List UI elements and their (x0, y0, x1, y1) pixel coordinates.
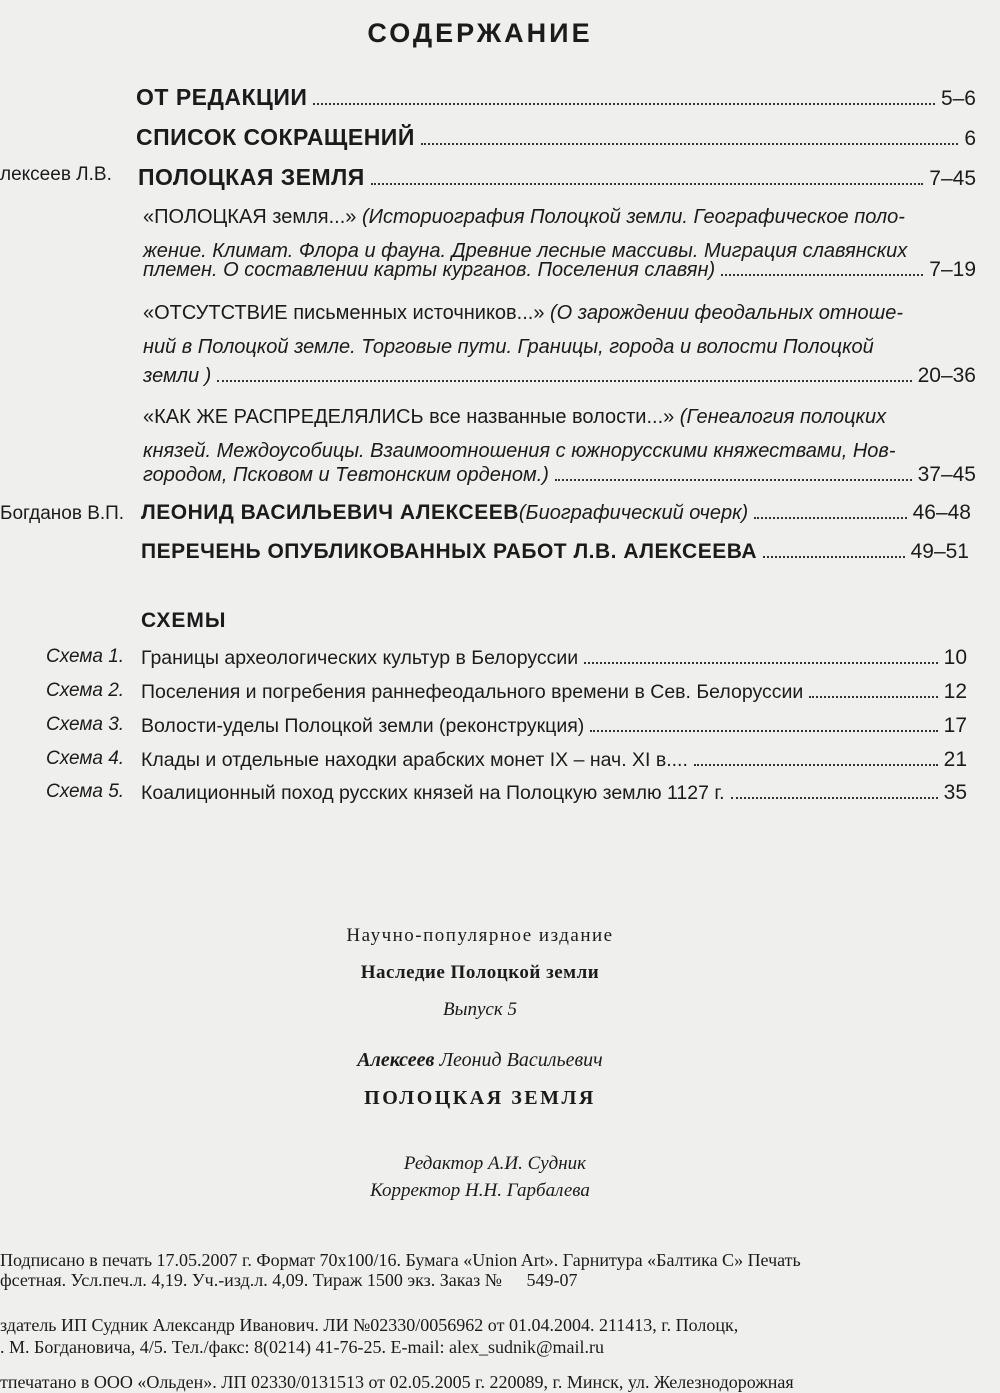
imprint-line-1: Подписано в печать 17.05.2007 г. Формат 70х100/16. Бумага «Union Art». Гарнитура «Балтика С» Печать (0, 1250, 801, 1270)
toc-sub3-caps: «КАК ЖЕ РАСПРЕДЕЛЯЛИСЬ все названные волости...» (143, 406, 675, 428)
imprint-editor: Редактор А.И. Судник (403, 1153, 587, 1174)
toc-sub2-last[interactable] (143, 364, 976, 388)
scheme-text: Коалиционный поход русских князей на Полоцкую землю 1127 г. (141, 782, 725, 804)
dot-leader (721, 274, 923, 276)
dot-leader (809, 696, 937, 698)
toc-bio-note: (Биографический очерк) (518, 502, 749, 524)
toc-sub2-line3: земли ) (143, 365, 212, 387)
imprint-line-2 (0, 1270, 577, 1291)
toc-bio-label: ЛЕОНИД ВАСИЛЬЕВИЧ АЛЕКСЕЕВ (141, 501, 519, 524)
dot-leader (694, 764, 938, 766)
scheme-text: Волости-уделы Полоцкой земли (реконструкция) (141, 715, 585, 737)
toc-sub3-last[interactable] (143, 463, 976, 487)
dot-leader (217, 380, 911, 382)
scheme-label: Схема 3. (46, 714, 125, 735)
toc-editorial-label: ОТ РЕДАКЦИИ (136, 84, 308, 110)
imprint-author (0, 1049, 960, 1072)
dot-leader (763, 556, 905, 558)
toc-sub2-caps: «ОТСУТСТВИЕ письменных источников...» (143, 302, 545, 324)
scheme-page: 17 (943, 714, 967, 737)
page-title: СОДЕРЖАНИЕ (367, 18, 593, 48)
toc-bio-author: Богданов В.П. (0, 503, 125, 524)
toc-main-label: ПОЛОЦКАЯ ЗЕМЛЯ (138, 164, 365, 190)
scheme-page: 10 (943, 646, 967, 669)
toc-works-label: ПЕРЕЧЕНЬ ОПУБЛИКОВАННЫХ РАБОТ Л.В. АЛЕКСЕЕВА (141, 540, 758, 563)
schemes-heading: СХЕМЫ (141, 609, 227, 632)
toc-sub3-pages: 37–45 (917, 463, 976, 486)
imprint-line-4: . М. Богдановича, 4/5. Тел./факс: 8(0214) 41-76-25. E-mail: alex_sudnik@mail.ru (0, 1337, 605, 1357)
imprint-author-last: Алексеев (357, 1049, 435, 1071)
toc-sub1-line3: племен. О составлении карты курганов. Поселения славян) (143, 259, 716, 281)
toc-bio-pages: 46–48 (912, 501, 971, 524)
toc-sub3-it: (Генеалогия полоцких (674, 406, 887, 428)
dot-leader (313, 103, 935, 105)
dot-leader (421, 143, 958, 145)
scheme-label: Схема 4. (46, 748, 125, 769)
toc-abbrev-label: СПИСОК СОКРАЩЕНИЙ (136, 124, 415, 150)
toc-sub1-line2: жение. Климат. Флора и фауна. Древние лесные массивы. Миграция славянских (143, 240, 908, 262)
scheme-label: Схема 1. (46, 646, 125, 667)
imprint-line-3: здатель ИП Судник Александр Иванович. ЛИ №02330/0056962 от 01.04.2004. 211413, г. Полоцк, (0, 1315, 739, 1335)
imprint-line-2-text: фсетная. Усл.печ.л. 4,19. Уч.-изд.л. 4,09. Тираж 1500 экз. Заказ № (0, 1270, 502, 1290)
imprint-book-title: ПОЛОЦКАЯ ЗЕМЛЯ (364, 1087, 596, 1109)
scheme-text: Границы археологических культур в Белоруссии (141, 647, 579, 669)
scheme-row-1[interactable] (141, 646, 967, 670)
dot-leader (754, 517, 906, 519)
toc-sub2-pages: 20–36 (917, 364, 976, 387)
imprint-type: Научно-популярное издание (346, 925, 614, 946)
toc-abbrev[interactable] (136, 124, 976, 151)
scheme-label: Схема 2. (46, 680, 125, 701)
toc-main-pages: 7–45 (929, 167, 976, 190)
toc-works[interactable] (141, 540, 969, 564)
imprint-corrector: Корректор Н.Н. Гарбалева (370, 1180, 590, 1201)
toc-main[interactable] (138, 164, 976, 191)
toc-sub2-it: (О зарождении феодальных отноше- (544, 302, 904, 324)
order-number: 549-07 (526, 1270, 578, 1290)
toc-sub3-text (143, 400, 896, 468)
scheme-row-2[interactable] (141, 680, 967, 704)
scheme-row-3[interactable] (141, 714, 967, 738)
dot-leader (584, 662, 937, 664)
scheme-page: 35 (943, 781, 967, 804)
scheme-page: 21 (943, 748, 967, 771)
toc-sub2-text (143, 296, 903, 364)
scheme-text: Поселения и погребения раннефеодального времени в Сев. Белоруссии (141, 681, 804, 703)
toc-editorial-pages: 5–6 (940, 87, 976, 110)
toc-sub1-last[interactable] (143, 258, 976, 282)
dot-leader (731, 797, 938, 799)
toc-bio[interactable] (141, 501, 971, 525)
toc-sub1-it: (Историография Полоцкой земли. Географическое поло- (356, 206, 905, 228)
toc-works-pages: 49–51 (910, 540, 969, 563)
imprint-line-5: тпечатано в ООО «Ольден». ЛП 02330/0131513 от 02.05.2005 г. 220089, г. Минск, ул. Железнодорожная (0, 1372, 794, 1392)
toc-sub2-line2: ний в Полоцкой земле. Торговые пути. Границы, города и волости Полоцкой (143, 336, 874, 358)
imprint-series: Наследие Полоцкой земли (360, 962, 600, 983)
toc-abbrev-pages: 6 (964, 127, 976, 150)
toc-main-author: лексеев Л.В. (0, 164, 112, 185)
dot-leader (555, 479, 912, 481)
imprint-issue: Выпуск 5 (443, 999, 517, 1020)
toc-sub1-pages: 7–19 (929, 258, 976, 281)
toc-sub1-caps: «ПОЛОЦКАЯ земля...» (143, 206, 357, 228)
scheme-row-5[interactable] (141, 781, 967, 805)
scheme-label: Схема 5. (46, 781, 125, 802)
dot-leader (371, 183, 923, 185)
scheme-text: Клады и отдельные находки арабских монет IX – нач. XI в.... (141, 749, 688, 771)
dot-leader (590, 730, 937, 732)
toc-sub3-line3: городом, Псковом и Тевтонским орденом.) (143, 464, 549, 486)
toc-sub3-line2: князей. Междоусобицы. Взаимоотношения с южнорусскими княжествами, Нов- (143, 440, 896, 462)
scheme-row-4[interactable] (141, 748, 967, 772)
scheme-page: 12 (943, 680, 967, 703)
toc-editorial[interactable] (136, 84, 976, 111)
imprint-author-first: Леонид Васильевич (434, 1049, 603, 1071)
